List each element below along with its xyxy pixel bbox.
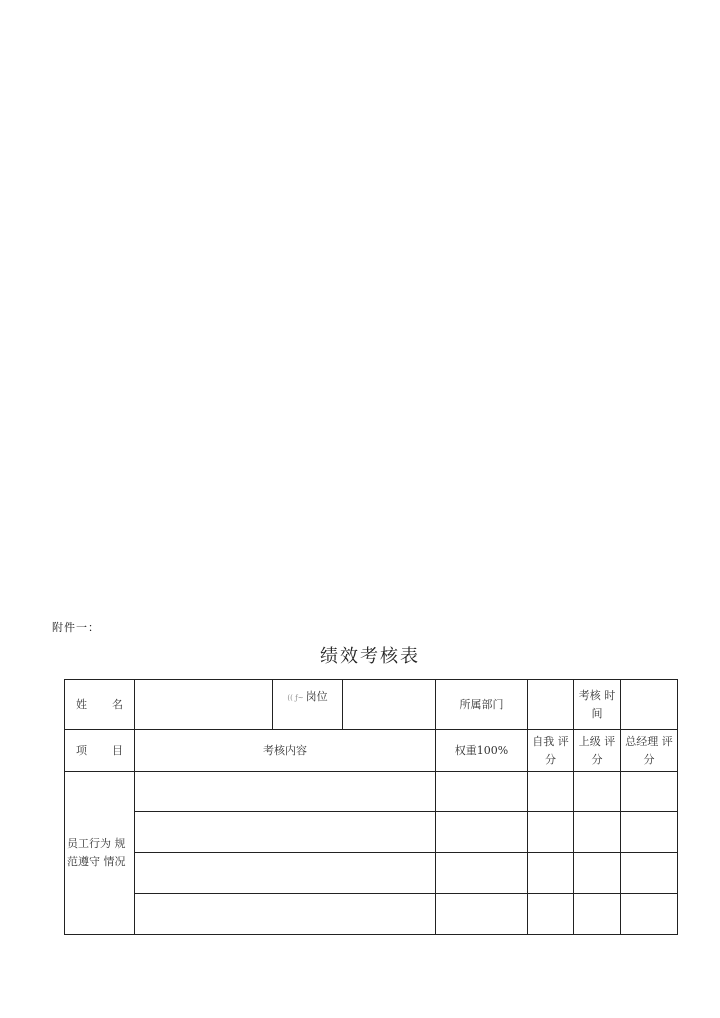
weight-cell[interactable]: [436, 772, 528, 812]
weight-cell[interactable]: [436, 853, 528, 894]
position-field[interactable]: [343, 680, 436, 730]
page-title: 绩效考核表: [320, 646, 420, 667]
content-cell[interactable]: [135, 853, 436, 894]
superior-score-cell[interactable]: [574, 853, 621, 894]
position-label-cell: [273, 680, 343, 730]
table-row: [65, 772, 678, 812]
content-cell[interactable]: [135, 894, 436, 935]
table-row: [65, 894, 678, 935]
weight-cell[interactable]: [436, 894, 528, 935]
self-score-cell[interactable]: [528, 853, 574, 894]
gm-score-cell[interactable]: [621, 772, 678, 812]
superior-score-label: 上级 评分: [574, 730, 621, 772]
position-label: 岗位: [305, 690, 328, 703]
header-row: [65, 680, 678, 730]
superior-score-cell[interactable]: [574, 894, 621, 935]
superior-score-cell[interactable]: [574, 772, 621, 812]
department-field[interactable]: [528, 680, 574, 730]
section-label: 员工行为 规范遵守 情况: [65, 772, 135, 935]
self-score-cell[interactable]: [528, 894, 574, 935]
content-cell[interactable]: [135, 812, 436, 853]
gm-score-cell[interactable]: [621, 812, 678, 853]
gm-score-label: 总经理 评分: [621, 730, 678, 772]
name-field[interactable]: [135, 680, 273, 730]
weight-cell[interactable]: [436, 812, 528, 853]
content-label: 考核内容: [135, 730, 436, 772]
self-score-label: 自我 评分: [528, 730, 574, 772]
position-label-noise: (( ƒ~: [287, 694, 304, 702]
item-label: 项 目: [65, 730, 135, 772]
self-score-cell[interactable]: [528, 772, 574, 812]
performance-review-table: [64, 679, 678, 935]
self-score-cell[interactable]: [528, 812, 574, 853]
gm-score-cell[interactable]: [621, 894, 678, 935]
department-label: 所属部门: [436, 680, 528, 730]
name-label: 姓 名: [65, 680, 135, 730]
content-cell[interactable]: [135, 772, 436, 812]
gm-score-cell[interactable]: [621, 853, 678, 894]
weight-label: 权重100%: [436, 730, 528, 772]
superior-score-cell[interactable]: [574, 812, 621, 853]
review-time-label: 考核 时间: [574, 680, 621, 730]
table-row: [65, 853, 678, 894]
table-row: [65, 812, 678, 853]
attachment-label: 附件一：: [52, 621, 100, 634]
column-header-row: [65, 730, 678, 772]
review-time-field[interactable]: [621, 680, 678, 730]
